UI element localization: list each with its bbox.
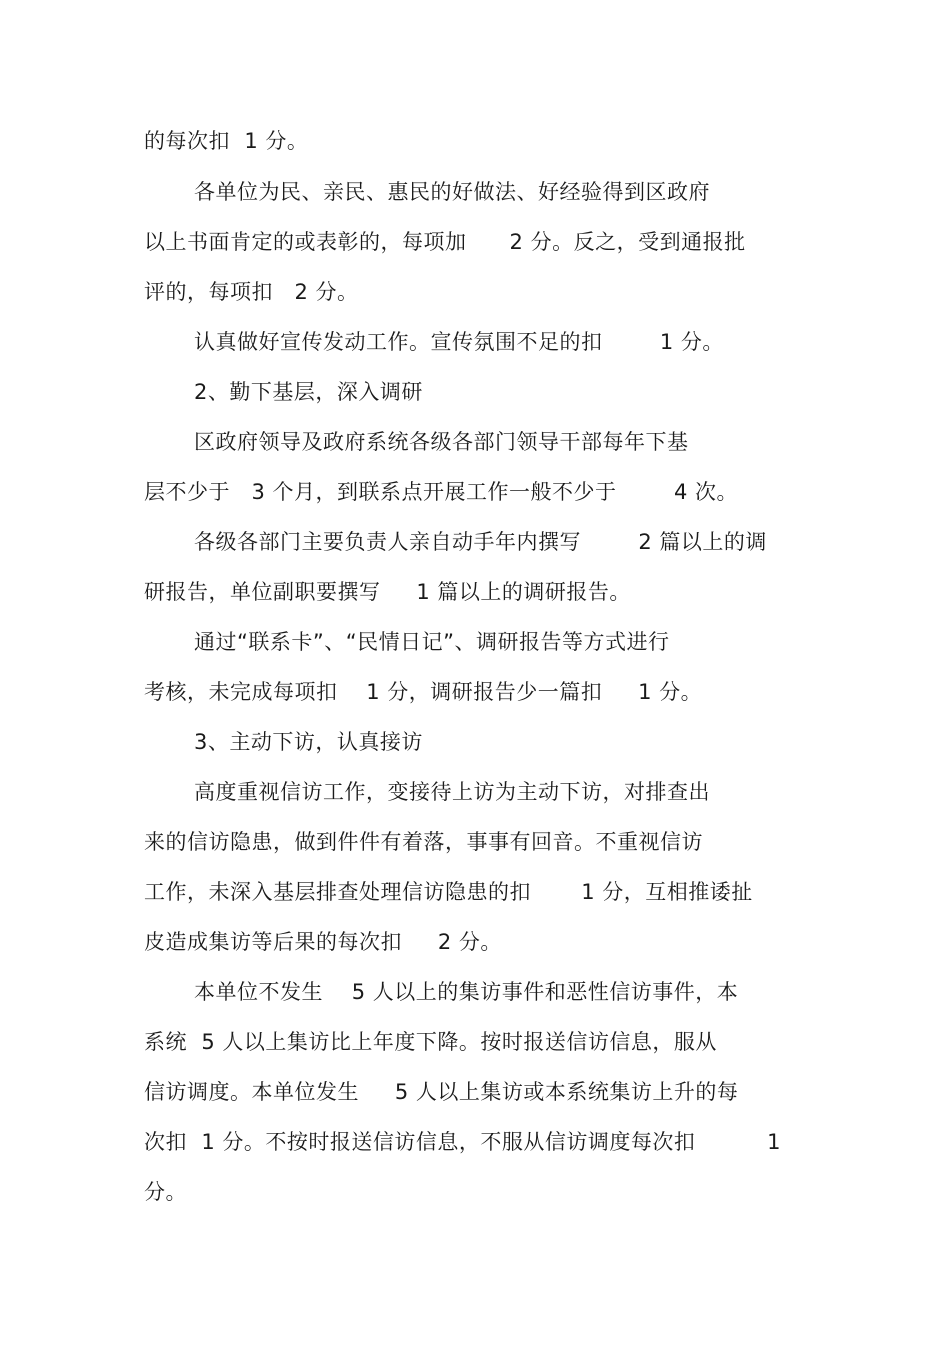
text-line: 区政府领导及政府系统各级各部门领导干部每年下基 bbox=[194, 430, 689, 454]
text-line: 的每次扣 1 分。 bbox=[144, 129, 309, 153]
text-line: 通过“联系卡”、“民情日记”、调研报告等方式进行 bbox=[194, 630, 670, 654]
text-line: 本单位不发生 5 人以上的集访事件和恶性信访事件，本 bbox=[194, 980, 739, 1004]
text-line: 各级各部门主要负责人亲自动手年内撰写 2 篇以上的调 bbox=[194, 530, 767, 554]
section-heading: 3、主动下访，认真接访 bbox=[194, 730, 423, 754]
text-line: 考核，未完成每项扣 1 分，调研报告少一篇扣 1 分。 bbox=[144, 680, 703, 704]
text-line: 信访调度。本单位发生 5 人以上集访或本系统集访上升的每 bbox=[144, 1080, 739, 1104]
text-line: 次扣 1 分。不按时报送信访信息，不服从信访调度每次扣 1 bbox=[144, 1130, 781, 1154]
text-line: 工作，未深入基层排查处理信访隐患的扣 1 分，互相推诿扯 bbox=[144, 880, 753, 904]
text-line: 系统 5 人以上集访比上年度下降。按时报送信访信息，服从 bbox=[144, 1030, 717, 1054]
text-line: 高度重视信访工作，变接待上访为主动下访，对排查出 bbox=[194, 780, 710, 804]
text-line: 各单位为民、亲民、惠民的好做法、好经验得到区政府 bbox=[194, 180, 710, 204]
text-line: 来的信访隐患，做到件件有着落，事事有回音。不重视信访 bbox=[144, 830, 703, 854]
text-line: 分。 bbox=[144, 1180, 187, 1204]
text-line: 以上书面肯定的或表彰的，每项加 2 分。反之，受到通报批 bbox=[144, 230, 746, 254]
text-line: 研报告，单位副职要撰写 1 篇以上的调研报告。 bbox=[144, 580, 631, 604]
text-line: 评的，每项扣 2 分。 bbox=[144, 280, 359, 304]
text-line: 认真做好宣传发动工作。宣传氛围不足的扣 1 分。 bbox=[194, 330, 724, 354]
text-line: 层不少于 3 个月，到联系点开展工作一般不少于 4 次。 bbox=[144, 480, 738, 504]
text-line: 皮造成集访等后果的每次扣 2 分。 bbox=[144, 930, 502, 954]
section-heading: 2、勤下基层，深入调研 bbox=[194, 380, 423, 404]
